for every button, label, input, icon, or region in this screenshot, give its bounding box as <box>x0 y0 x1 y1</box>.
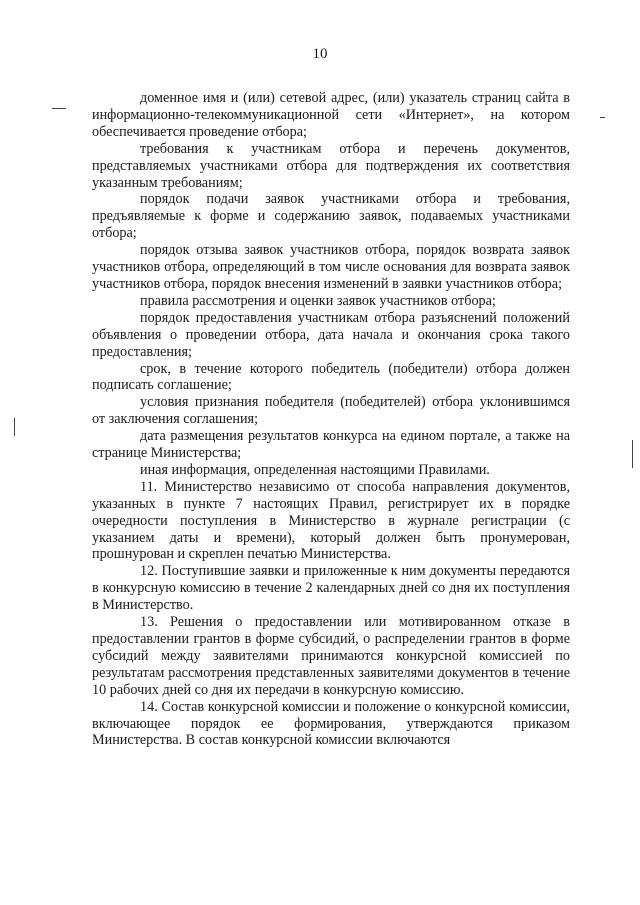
body-paragraph: порядок отзыва заявок участников отбора, порядок возврата заявок участников отбора, определяющий в том числе основания для возврата заявок участников отбора, порядок внесения изменений в заявки участников отбора; <box>92 242 570 292</box>
clause-14: 14. Состав конкурсной комиссии и положение о конкурсной комиссии, включающее порядок ее формирования, утверждаются приказом Министерства. В состав конкурсной комиссии включаются <box>92 698 570 749</box>
clause-13: 13. Решения о предоставлении или мотивированном отказе в предоставлении грантов в форме субсидий, о распределении грантов в форме субсидий между заявителями принимаются конкурсной комиссией по результатам рассмотрения представленных заявителями документов в течение 10 рабочих дней со дня их передачи в конкурсную комиссию. <box>92 614 570 698</box>
left-margin-mark <box>52 108 66 109</box>
clause-11: 11. Министерство независимо от способа направления документов, указанных в пункте 7 настоящих Правил, регистрирует их в порядке очередности поступления в Министерство в журнале регистрации (с указанием даты и времени), который должен быть пронумерован, прошнурован и скреплен печатью Министерства. <box>92 478 570 563</box>
clause-12: 12. Поступившие заявки и приложенные к ним документы передаются в конкурсную комиссию в течение 2 календарных дней со дня их поступления в Министерство. <box>92 563 570 614</box>
document-body <box>92 90 570 749</box>
body-paragraph: порядок подачи заявок участниками отбора и требования, предъявляемые к форме и содержанию заявок, подаваемых участниками отбора; <box>92 191 570 242</box>
body-paragraph: дата размещения результатов конкурса на едином портале, а также на странице Министерства; <box>92 428 570 462</box>
left-margin-mark <box>14 418 15 436</box>
body-paragraph: требования к участникам отбора и перечень документов, представляемых участниками отбора для подтверждения их соответствия указанным требованиям; <box>92 140 570 191</box>
body-paragraph: срок, в течение которого победитель (победители) отбора должен подписать соглашение; <box>92 360 570 394</box>
body-paragraph: правила рассмотрения и оценки заявок участников отбора; <box>140 292 496 309</box>
body-paragraph: условия признания победителя (победителей) отбора уклонившимся от заключения соглашения; <box>92 394 570 428</box>
body-paragraph: порядок предоставления участникам отбора разъяснений положений объявления о проведении отбора, дата начала и окончания срока такого предоставления; <box>92 309 570 360</box>
page-number: 10 <box>312 46 328 62</box>
body-paragraph: доменное имя и (или) сетевой адрес, (или) указатель страниц сайта в информационно-телекоммуникационной сети «Интернет», на котором обеспечивается проведение отбора; <box>92 90 570 140</box>
right-margin-mark <box>632 440 633 468</box>
right-margin-mark <box>600 117 605 118</box>
body-paragraph: иная информация, определенная настоящими Правилами. <box>140 461 490 478</box>
